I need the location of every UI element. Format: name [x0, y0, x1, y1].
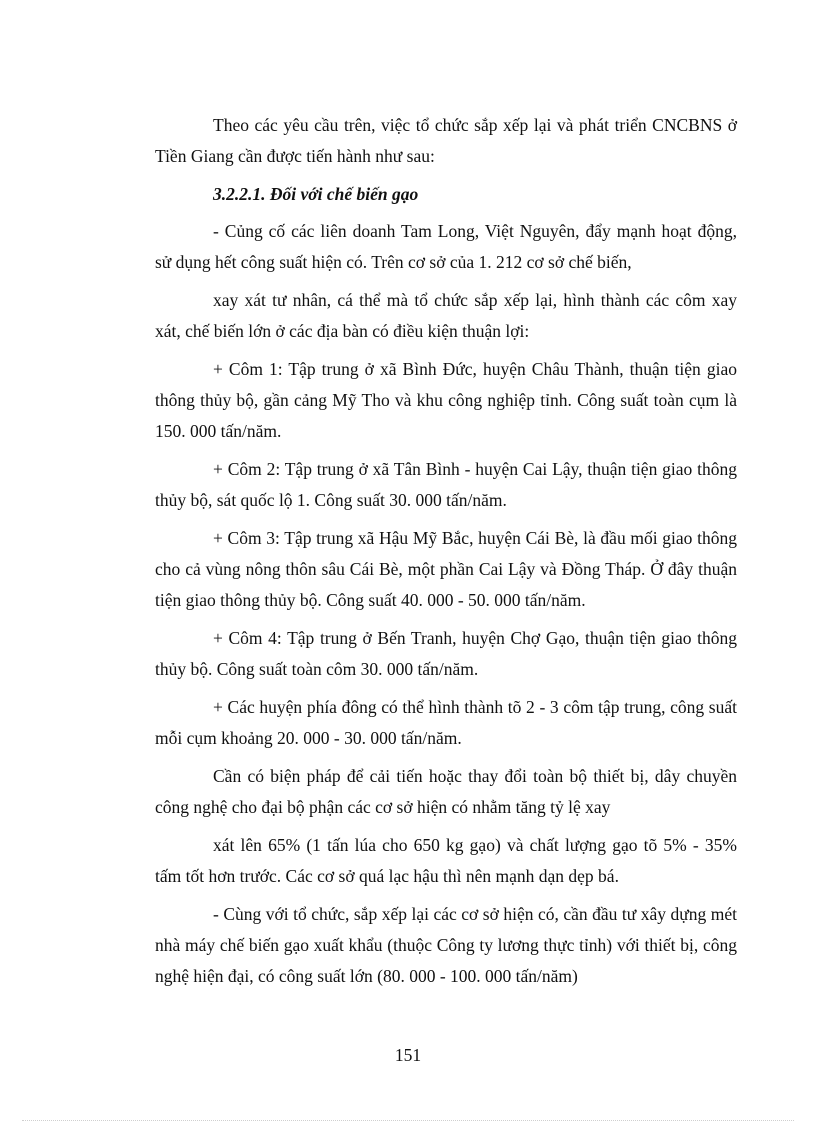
paragraph-cluster-2: + Côm 2: Tập trung ở xã Tân Bình - huyện Cai Lậy, thuận tiện giao thông thủy bộ, sát quốc lộ 1. Công suất 30. 000 tấn/năm.	[155, 459, 737, 510]
paragraph-eastern-districts: + Các huyện phía đông có thể hình thành tõ 2 - 3 côm tập trung, công suất mỗi cụm khoảng 20. 000 - 30. 000 tấn/năm.	[155, 697, 737, 748]
paragraph-consolidate: - Củng cố các liên doanh Tam Long, Việt Nguyên, đẩy mạnh hoạt động, sử dụng hết công suất hiện có. Trên cơ sở của 1. 212 cơ sở chế biến,	[155, 221, 737, 272]
footer-divider	[22, 1120, 794, 1121]
paragraph-equipment: Cần có biện pháp để cải tiến hoặc thay đổi toàn bộ thiết bị, dây chuyền công nghệ cho đại bộ phận các cơ sở hiện có nhằm tăng tỷ lệ xay	[155, 766, 737, 817]
intro-paragraph: Theo các yêu cầu trên, việc tổ chức sắp xếp lại và phát triển CNCBNS ở Tiền Giang cần được tiến hành như sau:	[155, 115, 737, 166]
document-body	[155, 110, 737, 999]
paragraph-milling-rate: xát lên 65% (1 tấn lúa cho 650 kg gạo) và chất lượng gạo tõ 5% - 35% tấm tốt hơn trước. Các cơ sở quá lạc hậu thì nên mạnh dạn dẹp bá.	[155, 835, 737, 886]
paragraph-cluster-4: + Côm 4: Tập trung ở Bến Tranh, huyện Chợ Gạo, thuận tiện giao thông thủy bộ. Công suất toàn côm 30. 000 tấn/năm.	[155, 628, 737, 679]
paragraph-new-factory: - Cùng với tổ chức, sắp xếp lại các cơ sở hiện có, cần đầu tư xây dựng mét nhà máy chế biến gạo xuất khẩu (thuộc Công ty lương thực tỉnh) với thiết bị, công nghệ hiện đại, có công suất lớn (80. 000 - 100. 000 tấn/năm)	[155, 904, 737, 986]
paragraph-cluster-formation: xay xát tư nhân, cá thể mà tổ chức sắp xếp lại, hình thành các côm xay xát, chế biến lớn ở các địa bàn có điều kiện thuận lợi:	[155, 290, 737, 341]
paragraph-cluster-3: + Côm 3: Tập trung xã Hậu Mỹ Bắc, huyện Cái Bè, là đầu mối giao thông cho cả vùng nông thôn sâu Cái Bè, một phần Cai Lậy và Đồng Tháp. Ở đây thuận tiện giao thông thủy bộ. Công suất 40. 000 - 50. 000 tấn/năm.	[155, 528, 737, 610]
section-heading: 3.2.2.1. Đối với chế biến gạo	[213, 184, 419, 204]
page-number: 151	[394, 1045, 422, 1065]
paragraph-cluster-1: + Côm 1: Tập trung ở xã Bình Đức, huyện Châu Thành, thuận tiện giao thông thủy bộ, gần cảng Mỹ Tho và khu công nghiệp tỉnh. Công suất toàn cụm là 150. 000 tấn/năm.	[155, 359, 737, 441]
